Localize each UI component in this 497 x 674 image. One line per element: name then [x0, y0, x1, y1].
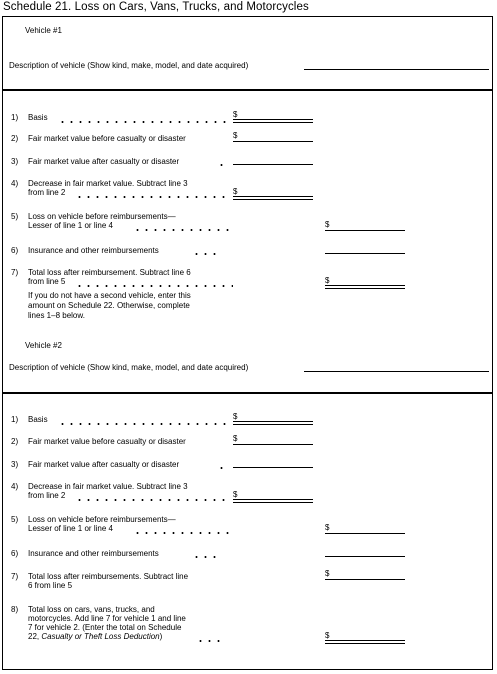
v2-line3-leader: [217, 467, 226, 469]
v1-line5-label-a: Loss on vehicle before reimbursements—: [28, 212, 176, 221]
v2-line1-leader: [58, 423, 228, 425]
v1-line2-dollar: $: [233, 131, 238, 140]
v2-line2-field[interactable]: [233, 444, 313, 445]
section-divider: [3, 392, 492, 394]
v1-line2-label: Fair market value before casualty or disaster: [28, 134, 186, 143]
v2-line4-label-b: from line 2: [28, 491, 66, 500]
v2-line6-field[interactable]: [325, 556, 405, 557]
v2-line7-field[interactable]: [325, 579, 405, 580]
v2-line5-leader: [133, 532, 233, 534]
v2-line3-field[interactable]: [233, 467, 313, 468]
v2-line4-number: 4): [11, 482, 19, 491]
section-divider: [3, 89, 492, 91]
vehicle2-heading: Vehicle #2: [25, 341, 62, 350]
v2-line8-italic-title: Casualty or Theft Loss Deduction: [41, 632, 160, 641]
v1-note-line1: If you do not have a second vehicle, enter this: [28, 291, 191, 300]
v2-line8-label-b: motorcycles. Add line 7 for vehicle 1 and line: [28, 614, 186, 623]
v2-line4-label-a: Decrease in fair market value. Subtract line 3: [28, 482, 188, 491]
v2-line2-number: 2): [11, 437, 19, 446]
v2-line2-label: Fair market value before casualty or disaster: [28, 437, 186, 446]
v2-line5-label-b: Lesser of line 1 or line 4: [28, 524, 113, 533]
v2-line8-dollar: $: [325, 631, 330, 640]
v2-line2-dollar: $: [233, 434, 238, 443]
v2-line6-leader: [192, 556, 222, 558]
v1-line6-number: 6): [11, 246, 19, 255]
vehicle1-description-label: Description of vehicle (Show kind, make, model, and date acquired): [9, 61, 249, 70]
v2-line5-number: 5): [11, 515, 19, 524]
v1-line4-number: 4): [11, 179, 19, 188]
v1-line3-label: Fair market value after casualty or disaster: [28, 157, 180, 166]
v1-line5-field[interactable]: [325, 230, 405, 231]
v1-line7-number: 7): [11, 268, 19, 277]
v1-line7-label-b: from line 5: [28, 277, 66, 286]
v2-line8-label-c: 7 for vehicle 2. (Enter the total on Schedule: [28, 623, 182, 632]
v1-line3-leader: [217, 164, 226, 166]
v2-line7-label-b: 6 from line 5: [28, 581, 73, 590]
v1-line6-field[interactable]: [325, 253, 405, 254]
schedule-frame: [2, 16, 493, 670]
v2-line7-label-a: Total loss after reimbursements. Subtract line: [28, 572, 189, 581]
vehicle2-description-field[interactable]: [304, 371, 489, 372]
v2-line5-label-a: Loss on vehicle before reimbursements—: [28, 515, 176, 524]
v2-line1-label: Basis: [28, 415, 48, 424]
v2-line5-dollar: $: [325, 523, 330, 532]
v2-line1-number: 1): [11, 415, 19, 424]
v2-line7-dollar: $: [325, 569, 330, 578]
v2-line4-leader: [75, 499, 228, 501]
v1-note-line3: lines 1–8 below.: [28, 311, 85, 320]
v2-line8-prefix: 22,: [28, 632, 42, 641]
v1-line4-label-b: from line 2: [28, 188, 66, 197]
v1-line2-number: 2): [11, 134, 19, 143]
v1-line6-leader: [192, 253, 222, 255]
v1-line7-leader: [75, 285, 233, 287]
v2-line1-field[interactable]: [233, 421, 313, 425]
v1-line5-label-b: Lesser of line 1 or line 4: [28, 221, 113, 230]
v1-line7-field[interactable]: [325, 285, 405, 289]
v1-line5-dollar: $: [325, 220, 330, 229]
v2-line3-number: 3): [11, 460, 19, 469]
v2-line8-label-d: [28, 632, 162, 642]
v1-line6-label: Insurance and other reimbursements: [28, 246, 159, 255]
v1-note-line2: amount on Schedule 22. Otherwise, complete: [28, 301, 190, 310]
v1-line3-field[interactable]: [233, 164, 313, 165]
v2-line3-label: Fair market value after casualty or disaster: [28, 460, 180, 469]
v1-line7-dollar: $: [325, 276, 330, 285]
v1-line1-number: 1): [11, 113, 19, 122]
v2-line8-number: 8): [11, 605, 19, 614]
v2-line8-suffix: ): [159, 632, 163, 641]
vehicle2-description-label: Description of vehicle (Show kind, make, model, and date acquired): [9, 363, 249, 372]
v1-line1-label: Basis: [28, 113, 48, 122]
v1-line2-field[interactable]: [233, 141, 313, 142]
v2-line4-field[interactable]: [233, 499, 313, 503]
v1-line5-number: 5): [11, 212, 19, 221]
v2-line1-dollar: $: [233, 412, 238, 421]
v1-line5-leader: [133, 229, 233, 231]
v2-line8-field[interactable]: [325, 640, 405, 644]
v2-line4-dollar: $: [233, 490, 238, 499]
vehicle1-description-field[interactable]: [304, 69, 489, 70]
v2-line8-leader: [196, 640, 224, 642]
vehicle1-heading: Vehicle #1: [25, 26, 62, 35]
v1-line1-field[interactable]: [233, 119, 313, 123]
v2-line6-number: 6): [11, 549, 19, 558]
schedule-title: Schedule 21. Loss on Cars, Vans, Trucks, and Motorcycles: [3, 1, 309, 13]
v2-line5-field[interactable]: [325, 533, 405, 534]
v2-line7-number: 7): [11, 572, 19, 581]
v1-line4-leader: [75, 196, 228, 198]
v1-line4-dollar: $: [233, 187, 238, 196]
v1-line1-dollar: $: [233, 110, 238, 119]
v1-line4-field[interactable]: [233, 196, 313, 200]
v1-line3-number: 3): [11, 157, 19, 166]
v2-line6-label: Insurance and other reimbursements: [28, 549, 159, 558]
v2-line8-label-a: Total loss on cars, vans, trucks, and: [28, 605, 155, 614]
v1-line1-leader: [58, 121, 228, 123]
v1-line7-label-a: Total loss after reimbursement. Subtract line 6: [28, 268, 191, 277]
v1-line4-label-a: Decrease in fair market value. Subtract line 3: [28, 179, 188, 188]
